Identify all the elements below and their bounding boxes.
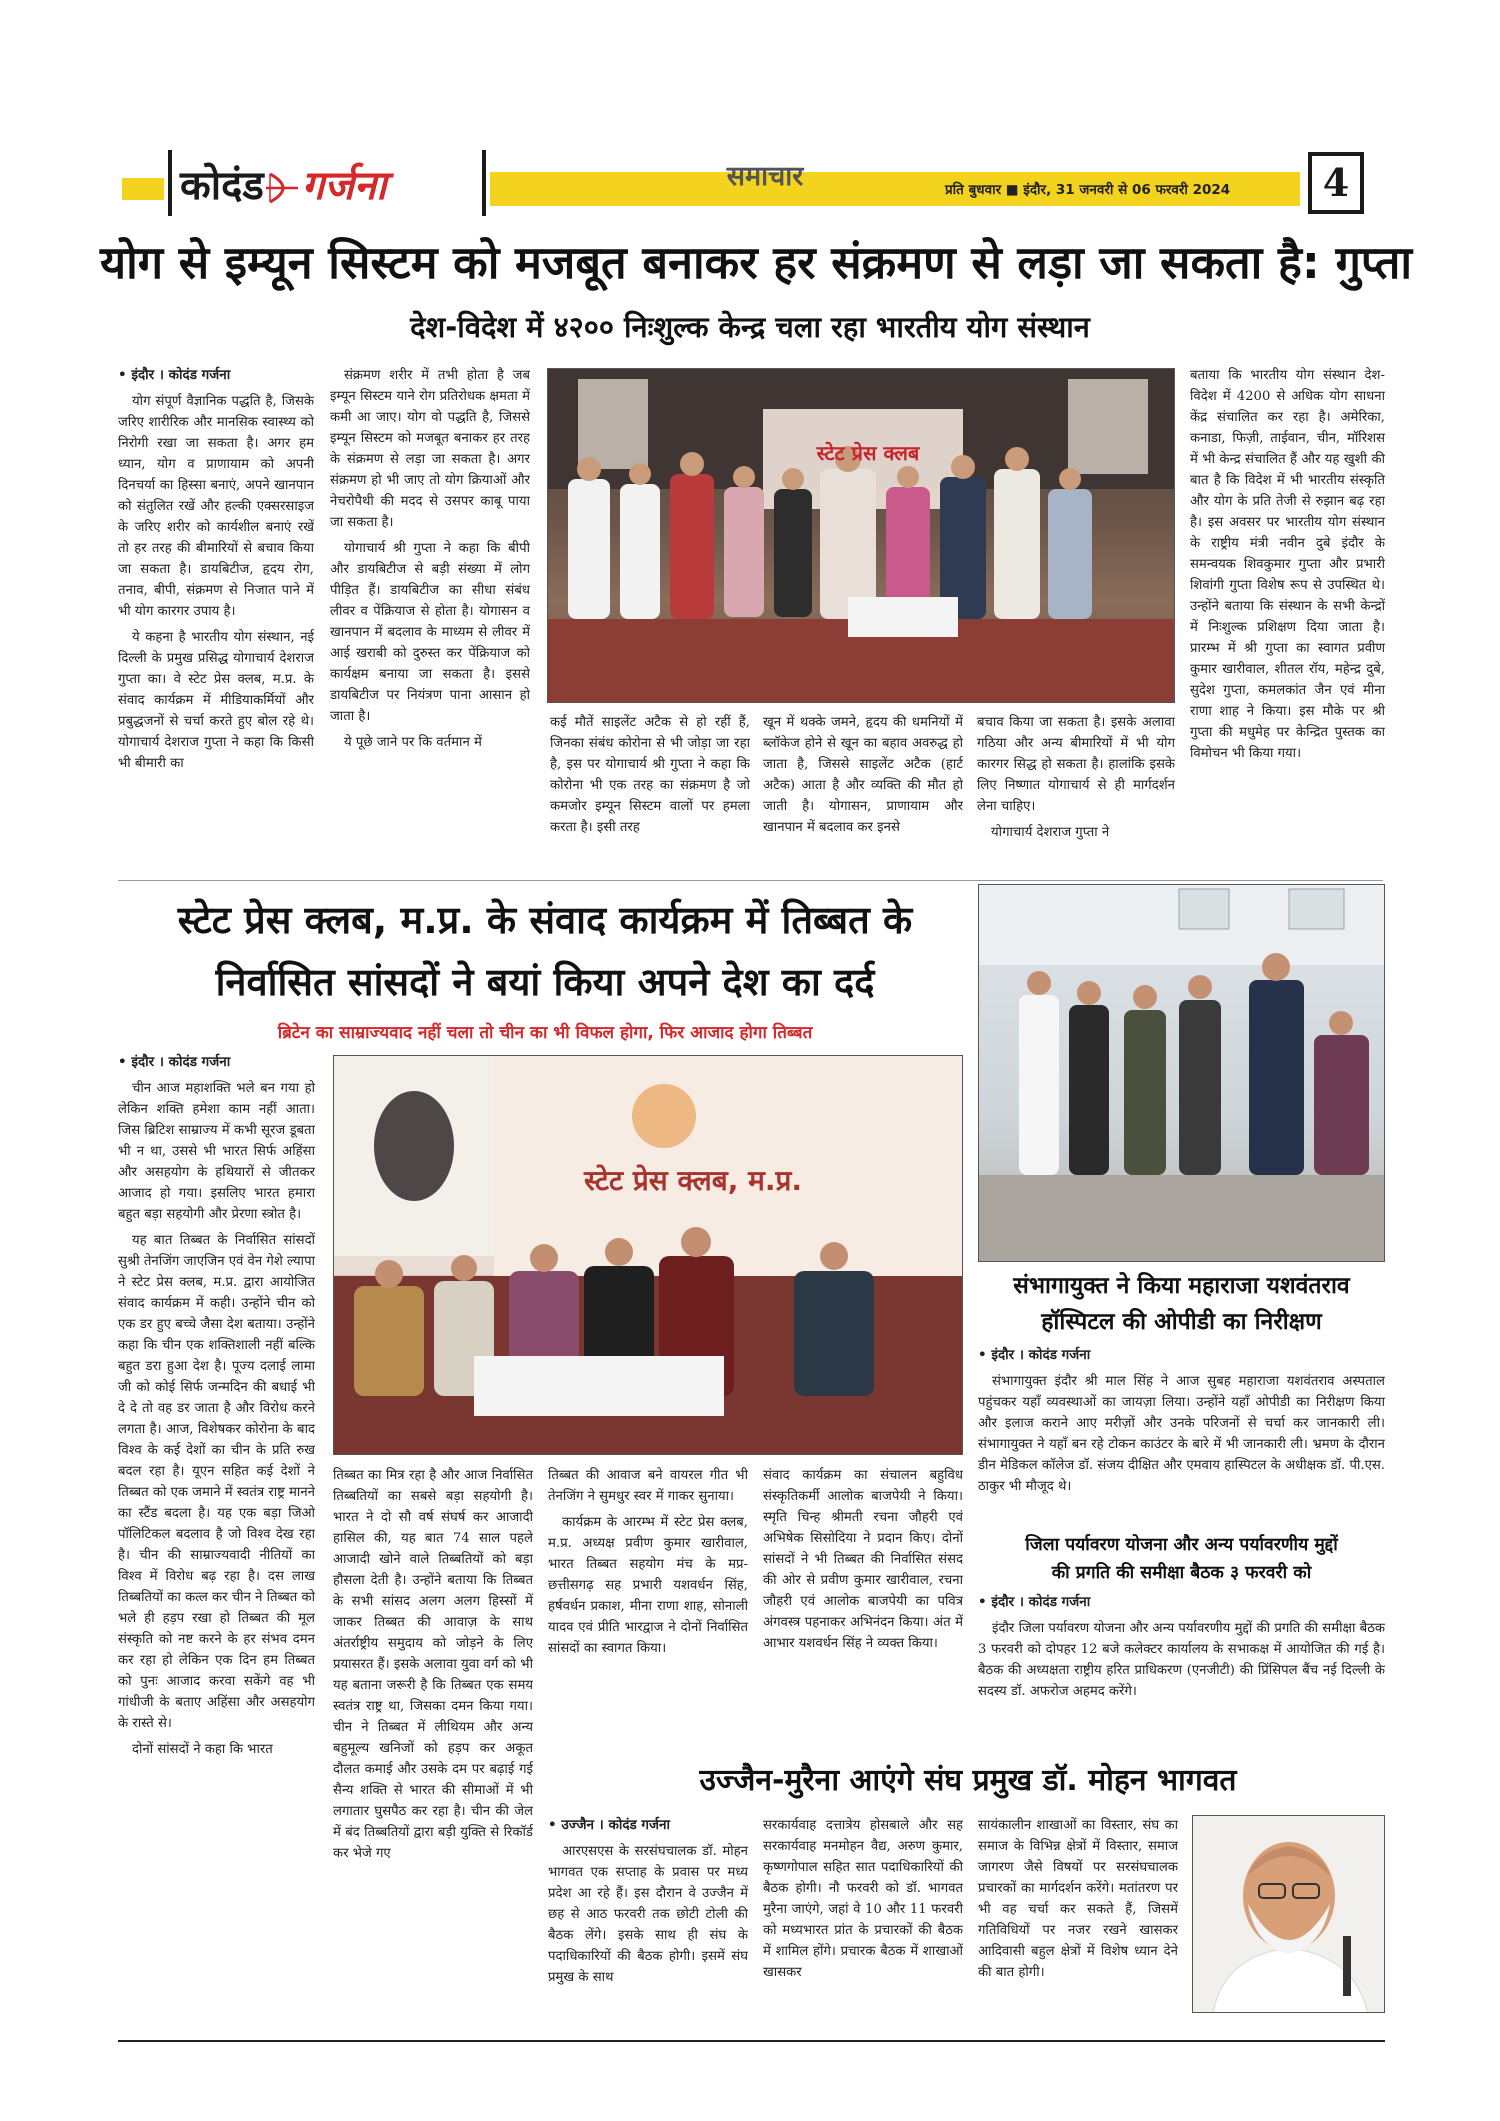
logo-part2: गर्जना [301, 163, 387, 209]
story5-portrait-photo [1192, 1815, 1385, 2013]
section-label: समाचार [726, 161, 804, 192]
story4-paragraph: इंदौर जिला पर्यावरण योजना और अन्य पर्यावरणीय मुद्दों की प्रगति की समीक्षा बैठक 3 फरवरी को दोपहर 12 बजे कलेक्टर कार्यालय के सभाकक्ष में आयोजित की गई है। बैठक की अध्यक्षता राष्ट्रीय हरित प्राधिकरण (एनजीटी) की प्रिंसिपल बैंच नई दिल्ली के सदस्य डॉ. अफरोज अहमद करेंगे। [978, 1621, 1385, 1699]
story1-paragraph: खून में थक्के जमने, हृदय की धमनियों में ब्लॉकेज होने से खून का बहाव अवरुद्ध हो जाता है, जिससे साइलेंट अटैक (हार्ट अटैक) आता है और व्यक्ति की मौत हो जाती है। योगासन, प्राणायाम और खानपान में बदलाव कर इनसे [763, 715, 963, 835]
story1-paragraph: योगाचार्य श्री गुप्ता ने कहा कि बीपी और डायबिटीज से बड़ी संख्या में लोग पीड़ित हैं। डायबिटीज का सीधा संबंध लीवर व पेंक्रियाज से होता है। योगासन व खानपान में बदलाव के माध्यम से लीवर में आई खराबी को दुरुस्त कर पेंक्रियाज को कार्यक्षम बनाया जा सकता है। इससे डायबिटीज पर नियंत्रण पाना आसान हो जाता है। [330, 541, 530, 724]
story2-paragraph: कार्यक्रम के आरम्भ में स्टेट प्रेस क्लब, म.प्र. अध्यक्ष प्रवीण कुमार खारीवाल, भारत तिब्बत सहयोग मंच के मप्र-छत्तीसगढ़ सह प्रभारी यशवर्धन सिंह, हर्षवर्धन प्रकाश, मीना राणा शाह, सोनाली यादव एवं प्रीति भारद्वाज ने दोनों निर्वासित सांसदों का स्वागत किया। [548, 1515, 748, 1656]
story2-subheadline: ब्रिटेन का साम्राज्यवाद नहीं चला तो चीन का भी विफल होगा, फिर आजाद होगा तिब्बत [277, 1023, 813, 1043]
bow-icon [266, 168, 300, 208]
story2-headline-line1: स्टेट प्रेस क्लब, म.प्र. के संवाद कार्यक्रम में तिब्बत के [177, 898, 913, 942]
story1-column-3 [550, 712, 750, 875]
story2-column-1 [118, 1052, 315, 1902]
story2-photo-scene [334, 1056, 963, 1455]
story1-paragraph: ये पूछे जाने पर कि वर्तमान में [344, 735, 482, 750]
story4-headline-line2: की प्रगति की समीक्षा बैठक ३ फरवरी को [1051, 1563, 1312, 1583]
story3-headline-line2: हॉस्पिटल की ओपीडी का निरीक्षण [1041, 1309, 1322, 1335]
story1-column-4 [763, 712, 963, 875]
story1-paragraph: योगाचार्य देशराज गुप्ता ने [991, 825, 1110, 840]
story2-paragraph: तिब्बत का मित्र रहा है और आज निर्वासित तिब्बतियों का सबसे बड़ा सहयोगी है। भारत ने दो सौ वर्ष संघर्ष कर आजादी हासिल की, यह बात 74 साल पहले आजादी खोने वाले तिब्बतियों को बड़ा हौसला देती है। उन्होंने बताया कि तिब्बत के सभी सांसद अलग अलग हिस्सों में जाकर तिब्बत की आवाज़ के साथ अंतर्राष्ट्रीय समुदाय को जोड़ने के लिए प्रयासरत हैं। इसके अलावा युवा वर्ग को भी यह बताना जरूरी है कि तिब्बत एक समय स्वतंत्र राष्ट्र था, जिसका दमन किया गया। चीन ने तिब्बत में लीथियम और अन्य बहुमूल्य खनिजों को हड़प कर अकूत दौलत कमाई और उसके दम पर बढ़ाई गई सैन्य शक्ति से भारत की सीमाओं में भी लगातार घुसपैठ कर रहा है। चीन की जेल में बंद तिब्बतियों द्वारा बड़ी युक्ति से रिकॉर्ड कर भेजे गए [333, 1468, 533, 1861]
story5-paragraph: सायंकालीन शाखाओं का विस्तार, संघ का समाज के विभिन्न क्षेत्रों में विस्तार, समाज जागरण जैसे विषयों पर सरसंघचालक प्रचारकों का मार्गदर्शन करेंगे। मतांतरण पर भी वह चर्चा कर सकते हैं, जिसमें गतिविधियों पर नजर रखने खासकर आदिवासी बहुल क्षेत्रों में विशेष ध्यान देने की बात होगी। [978, 1818, 1178, 1980]
story3-byline: • इंदौर । कोदंड गर्जना [978, 1347, 1091, 1363]
story1-paragraph: ये कहना है भारतीय योग संस्थान, नई दिल्ली के प्रमुख प्रसिद्ध योगाचार्य देशराज गुप्ता का। वे स्टेट प्रेस क्लब, म.प्र. के संवाद कार्यक्रम में मीडियाकर्मियों और प्रबुद्धजनों से चर्चा करते हुए बोल रहे थे। योगाचार्य देशराज गुप्ता ने कहा कि किसी भी बीमारी का [118, 630, 314, 771]
masthead-yellow-band-left [122, 178, 164, 200]
page-bottom-rule [118, 2040, 1385, 2042]
story2-column-4 [763, 1465, 963, 1755]
story2-paragraph: संवाद कार्यक्रम का संचालन बहुविध संस्कृतिकर्मी आलोक बाजपेयी ने किया। स्मृति चिन्ह श्रीमती रचना जौहरी एवं अभिषेक सिसोदिया ने प्रदान किए। दोनों सांसदों ने भी तिब्बत की निर्वासित संसद की ओर से प्रवीण कुमार खारीवाल, रचना जौहरी एवं आलोक बाजपेयी का पवित्र अंगवस्त्र पहनाकर अभिनंदन किया। अंत में आभार यशवर्धन सिंह ने व्यक्त किया। [763, 1468, 963, 1651]
story1-photo [547, 368, 1175, 703]
story4-byline: • इंदौर । कोदंड गर्जना [978, 1594, 1091, 1610]
story2-byline: • इंदौर । कोदंड गर्जना [118, 1054, 231, 1070]
story2-paragraph: यह बात तिब्बत के निर्वासित सांसदों सुश्री तेनजिंग जाएजिन एवं वेन गेशे ल्यापा ने स्टेट प्रेस क्लब, म.प्र. द्वारा आयोजित संवाद कार्यक्रम में कही। उन्होंने चीन को एक डर हुए बच्चे जैसा देश बताया। उन्होंने कहा कि चीन एक शक्तिशाली नहीं बल्कि बहुत डरा हुआ देश है। पूज्य दलाई लामा जी को कोई सिर्फ जन्मदिन की बधाई भी दे दे तो वह डर जाता है और विरोध करने लगता है। आज, विशेषकर कोरोना के बाद विश्व के कई देशों का चीन के प्रति रुख बदल रहा है। यूएन सहित कई देशों ने तिब्बत को एक जमाने में स्वतंत्र राष्ट्र मानने का स्टैंड बदला है। यह एक बड़ा जिओ पॉलिटिकल बदलाव है जो विश्व देख रहा है। चीन की साम्राज्यवादी नीतियों का विश्व में विरोध बढ़ रहा है। दस लाख तिब्बतियों का कत्ल कर चीन ने तिब्बत को भले ही हड़प रखा हो तिब्बत की मूल संस्कृति को नष्ट करने के हर संभव दमन कर रहा हो लेकिन एक दिन हम तिब्बत को पुनः आजाद करवा सकेंगे वह भी गांधीजी के बताए अहिंसा और असहयोग के रास्ते से। [118, 1233, 315, 1731]
logo-part1: कोदंड [180, 163, 264, 209]
page-number: 4 [1308, 152, 1364, 214]
story1-paragraph: बताया कि भारतीय योग संस्थान देश-विदेश में 4200 से अधिक योग साधना केंद्र संचालित कर रहा है। अमेरिका, कनाडा, फिज़ी, ताईवान, चीन, मॉरिशस में भी केन्द्र संचालित हैं और यह खुशी की बात है कि विदेश में भी भारतीय संस्कृति और योग के प्रति तेजी से रुझान बढ़ रहा है। इस अवसर पर भारतीय योग संस्थान के राष्ट्रीय मंत्री नवीन दुबे इंदौर के समन्वयक शिवकुमार गुप्ता और प्रभारी शिवांगी गुप्ता विशेष रूप से उपस्थित थे। उन्होंने बताया कि संस्थान के सभी केन्द्रों में निःशुल्क प्रशिक्षण दिया जाता है। प्रारम्भ में श्री गुप्ता का स्वागत प्रवीण कुमार खारीवाल, शीतल रॉय, महेन्द्र दुबे, सुदेश गुप्ता, कमलकांत जैन एवं मीना राणा शाह ने किया। इस मौके पर श्री गुप्ता की मधुमेह पर केन्द्रित पुस्तक का विमोचन भी किया गया। [1190, 368, 1385, 761]
story2-column-2 [333, 1465, 533, 2025]
story2-paragraph: तिब्बत की आवाज बने वायरल गीत भी तेनजिंग ने सुमधुर स्वर में गाकर सुनाया। [548, 1468, 748, 1504]
story3-photo-scene [979, 885, 1385, 1262]
story1-headline: योग से इम्यून सिस्टम को मजबूत बनाकर हर संक्रमण से लड़ा जा सकता है: गुप्ता [100, 236, 1413, 289]
story2-paragraph: चीन आज महाशक्ति भले बन गया हो लेकिन शक्ति हमेशा काम नहीं आता। जिस ब्रिटिश साम्राज्य में कभी सूरज डूबता भी न था, उससे भी भारत सिर्फ अहिंसा और असहयोग के हथियारों से जीतकर आजाद हो गया। इसलिए भारत हमारा बहुत बड़ा सहयोगी और प्रेरणा स्त्रोत है। [118, 1081, 315, 1222]
section-divider [118, 880, 1383, 881]
story5-paragraph: आरएसएस के सरसंघचालक डॉ. मोहन भागवत एक सप्ताह के प्रवास पर मध्य प्रदेश आ रहे हैं। इस दौरान वे उज्जैन में छह से आठ फरवरी तक छोटी टोली की बैठक लेंगे। इसके साथ ही संघ के पदाधिकारियों की बैठक होगी। इसमें संघ प्रमुख के साथ [548, 1844, 748, 1985]
story3-body [978, 1345, 1385, 1530]
story2-photo [333, 1055, 963, 1455]
story2-headline-line2: निर्वासित सांसदों ने बयां किया अपने देश का दर्द [215, 960, 875, 1004]
story5-paragraph: सरकार्यवाह दत्तात्रेय होसबाले और सह सरकार्यवाह मनमोहन वैद्य, अरुण कुमार, कृष्णगोपाल सहित सात पदाधिकारियों की बैठक होगी। नौ फरवरी को डॉ. भागवत मुरैना जाएंगे, जहां वे 10 और 11 फरवरी को मध्यभारत प्रांत के प्रचारकों की बैठक में शामिल होंगे। प्रचारक बैठक में शाखाओं खासकर [763, 1818, 963, 1980]
story3-paragraph: संभागायुक्त इंदौर श्री माल सिंह ने आज सुबह महाराजा यशवंतराव अस्पताल पहुंचकर यहाँ व्यवस्थाओं का जायज़ा लिया। उन्होंने यहाँ ओपीडी का निरीक्षण किया और इलाज कराने आए मरीज़ों और उनके परिजनों से चर्चा कर जानकारी ली। संभागायुक्त ने यहाँ बन रहे टोकन काउंटर के बारे में भी जानकारी ली। भ्रमण के दौरान डीन मेडिकल कॉलेज डॉ. संजय दीक्षित और एमवाय हास्पिटल के अधीक्षक डॉ. पी.एस. ठाकुर भी मौजूद थे। [978, 1374, 1385, 1494]
story1-byline: • इंदौर । कोदंड गर्जना [118, 367, 231, 383]
story1-subheadline: देश-विदेश में ४२०० निःशुल्क केन्द्र चला रहा भारतीय योग संस्थान [410, 310, 1090, 344]
story2-photo-banner: स्टेट प्रेस क्लब, म.प्र. [584, 1164, 803, 1197]
story5-byline: • उज्जैन । कोदंड गर्जना [548, 1817, 671, 1833]
story1-photo-banner: स्टेट प्रेस क्लब [816, 441, 920, 465]
story3-headline-line1: संभागायुक्त ने किया महाराजा यशवंतराव [1013, 1273, 1350, 1299]
dateline: प्रति बुधवार ■ इंदौर, 31 जनवरी से 06 फरवरी 2024 [945, 182, 1231, 198]
story5-portrait-scene [1193, 1816, 1385, 2013]
masthead-divider-left [168, 150, 172, 216]
story3-photo [978, 884, 1385, 1262]
story5-column-2 [763, 1815, 963, 2035]
story1-column-5 [977, 712, 1175, 875]
story2-paragraph: दोनों सांसदों ने कहा कि भारत [132, 1742, 273, 1757]
story5-column-1 [548, 1815, 748, 2035]
story1-paragraph: संक्रमण शरीर में तभी होता है जब इम्यून सिस्टम याने रोग प्रतिरोधक क्षमता में कमी आ जाए। योग वो पद्धति है, जिससे इम्यून सिस्टम को मजबूत बनाकर हर तरह के संक्रमण से लड़ा जा सकता है। अगर संक्रमण हो भी जाए तो योग क्रियाओं और नेचरोपैथी की मदद से उसपर काबू पाया जा सकता है। [330, 368, 530, 530]
story1-column-2 [330, 365, 530, 875]
masthead-divider-right [482, 150, 486, 216]
story1-column-6 [1190, 365, 1385, 875]
story1-photo-scene [548, 369, 1175, 703]
story5-column-3 [978, 1815, 1178, 2035]
story5-headline: उज्जैन-मुरैना आएंगे संघ प्रमुख डॉ. मोहन भागवत [699, 1763, 1237, 1798]
story1-paragraph: बचाव किया जा सकता है। इसके अलावा गठिया और अन्य बीमारियों में भी योग कारगर सिद्ध हो सकता है। हालांकि इसके लिए निष्णात योगाचार्य से ही मार्गदर्शन लेना चाहिए। [977, 715, 1175, 814]
story1-paragraph: कई मौतें साइलेंट अटैक से हो रहीं हैं, जिनका संबंध कोरोना से भी जोड़ा जा रहा है, इस पर योगाचार्य श्री गुप्ता ने कहा कि कोरोना भी एक तरह का संक्रमण है जो कमजोर इम्यून सिस्टम वालों पर हमला करता है। इसी तरह [550, 715, 750, 835]
story1-paragraph: योग संपूर्ण वैज्ञानिक पद्धति है, जिसके जरिए शारीरिक और मानसिक स्वास्थ्य को निरोगी रखा जा सकता है। अगर हम ध्यान, योग व प्राणायाम को अपनी दिनचर्या का हिस्सा बनाएं, अपने खानपान को संतुलित रखें और हल्की एक्सरसाइज के जरिए शरीर को कार्यशील बनाएं रखें तो हर तरह की बीमारियों से बचाव किया जा सकता है। डायबिटीज, हृदय रोग, तनाव, बीपी, संक्रमण से निजात पाने में भी योग कारगर उपाय है। [118, 394, 314, 619]
story4-body [978, 1592, 1385, 1752]
story2-column-3 [548, 1465, 748, 1755]
logo [180, 158, 480, 214]
story4-headline-line1: जिला पर्यावरण योजना और अन्य पर्यावरणीय मुद्दों [1025, 1535, 1338, 1555]
story1-column-1 [118, 365, 314, 875]
